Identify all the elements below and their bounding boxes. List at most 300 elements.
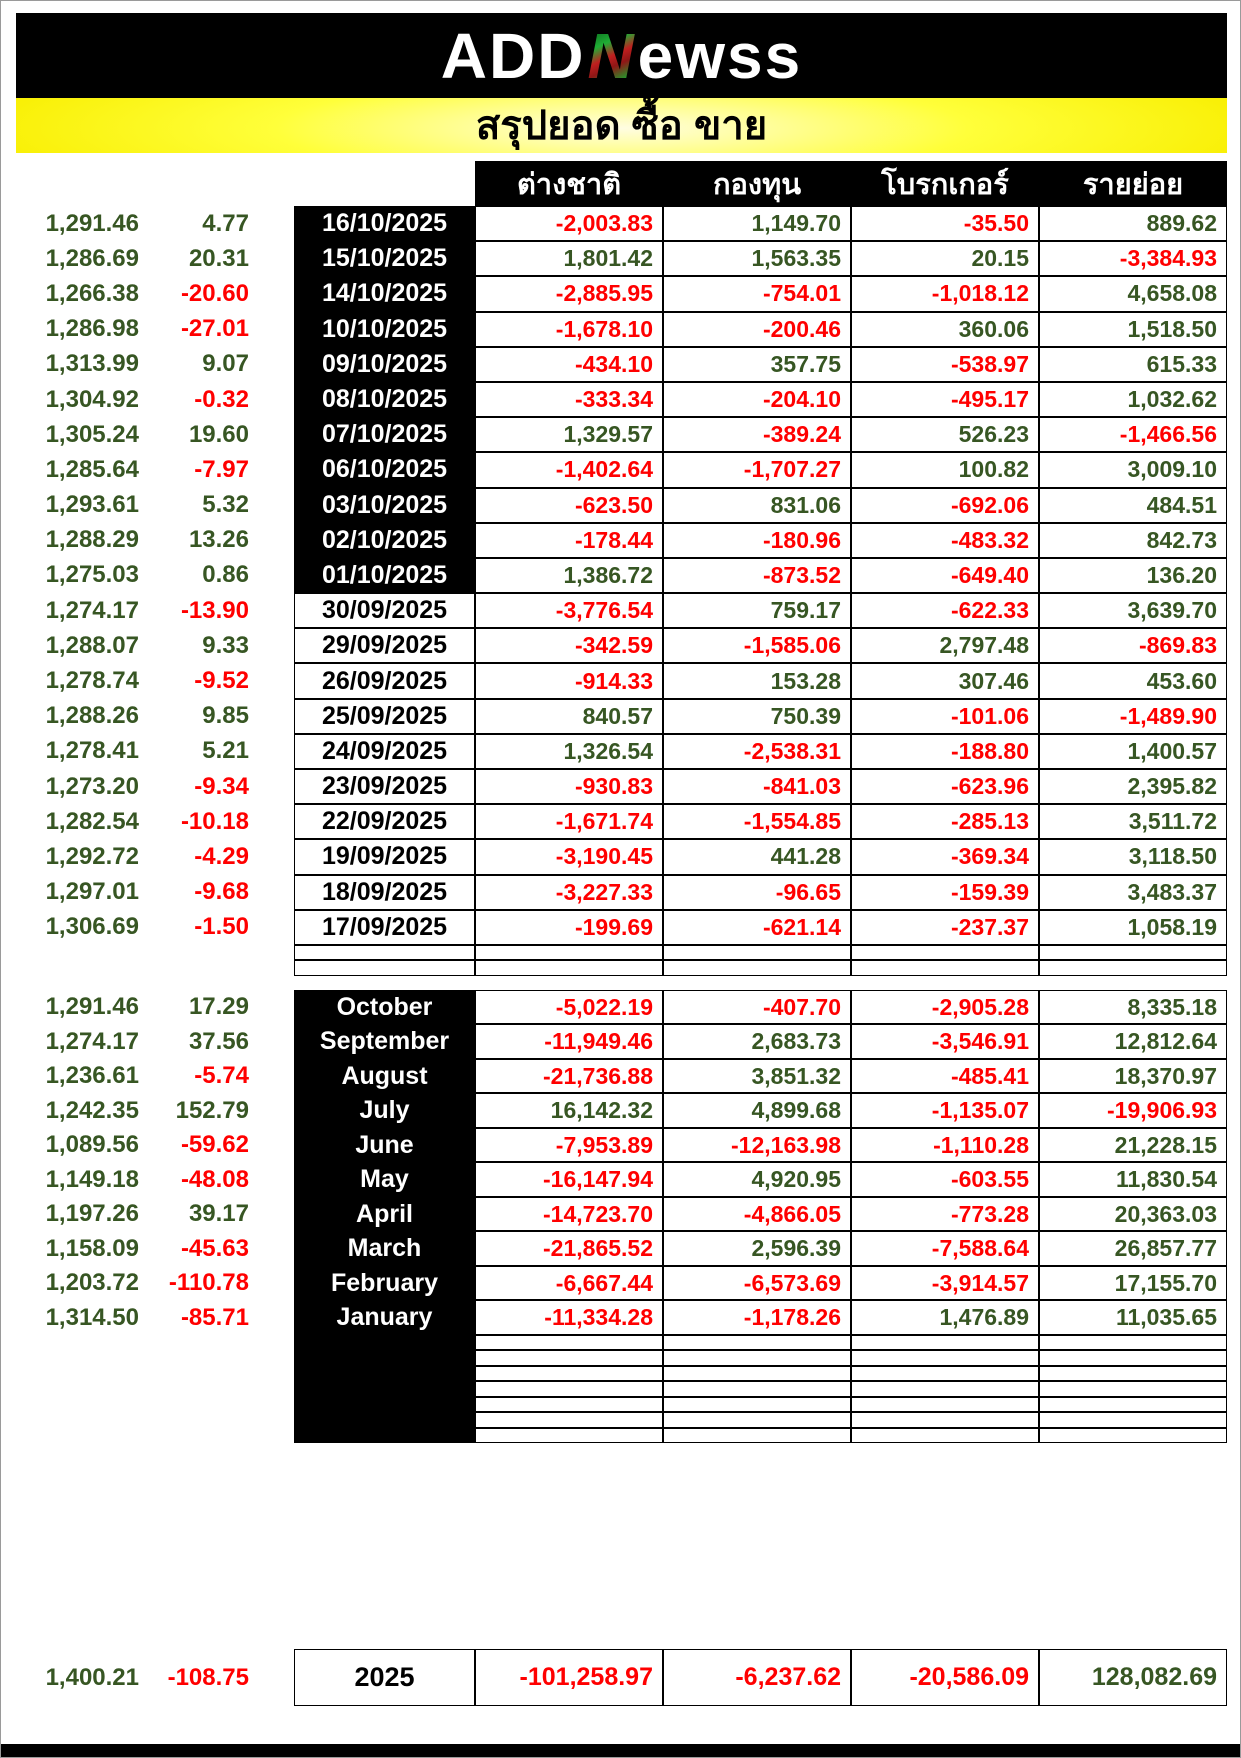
logo-bar xyxy=(16,13,1227,98)
monthly-row xyxy=(26,1300,1227,1335)
value-cell: -869.83 xyxy=(1039,628,1227,663)
empty-cell xyxy=(475,960,663,976)
daily-row xyxy=(26,452,1227,487)
empty-cell xyxy=(475,1350,663,1366)
index-value: 1,313.99 xyxy=(45,350,139,378)
date-cell: 06/10/2025 xyxy=(294,452,475,487)
daily-row xyxy=(26,628,1227,663)
thin-row xyxy=(26,1381,1227,1397)
value-cell: -16,147.94 xyxy=(475,1162,663,1197)
daily-row xyxy=(26,276,1227,311)
index-value: 1,292.72 xyxy=(45,842,139,870)
change-value: 9.07 xyxy=(202,350,249,378)
value-cell: -1,135.07 xyxy=(851,1093,1039,1128)
logo-text-add: ADD xyxy=(440,19,586,92)
month-cell: September xyxy=(294,1024,475,1059)
change-value: -9.68 xyxy=(194,878,249,906)
gap-row xyxy=(26,976,1227,990)
value-cell: 2,395.82 xyxy=(1039,769,1227,804)
page-title: สรุปยอด ซื้อ ขาย xyxy=(475,103,768,148)
empty-cell xyxy=(1039,960,1227,976)
value-cell: -1,707.27 xyxy=(663,452,851,487)
value-cell: -603.55 xyxy=(851,1162,1039,1197)
value-cell: -930.83 xyxy=(475,769,663,804)
column-header-3: โบรกเกอร์ xyxy=(851,161,1039,207)
index-value: 1,278.74 xyxy=(45,667,139,695)
empty-cell xyxy=(663,1366,851,1382)
date-cell: 10/10/2025 xyxy=(294,312,475,347)
thin-row xyxy=(26,1397,1227,1413)
value-cell: 26,857.77 xyxy=(1039,1231,1227,1266)
value-cell: 20,363.03 xyxy=(1039,1197,1227,1232)
value-cell: -285.13 xyxy=(851,804,1039,839)
empty-cell xyxy=(1039,1412,1227,1428)
date-cell: 22/09/2025 xyxy=(294,804,475,839)
date-cell: 03/10/2025 xyxy=(294,488,475,523)
change-value: 4.77 xyxy=(202,209,249,237)
daily-row xyxy=(26,241,1227,276)
value-cell: -2,538.31 xyxy=(663,734,851,769)
value-cell: -623.50 xyxy=(475,488,663,523)
empty-cell xyxy=(663,1412,851,1428)
change-value: -5.74 xyxy=(194,1062,249,1090)
total-row xyxy=(26,1649,1227,1706)
empty-cell xyxy=(1039,1428,1227,1444)
daily-row xyxy=(26,312,1227,347)
change-value: 39.17 xyxy=(188,1200,249,1228)
daily-row xyxy=(26,417,1227,452)
bottom-bar xyxy=(1,1744,1240,1757)
value-cell: 750.39 xyxy=(663,699,851,734)
empty-cell xyxy=(475,1397,663,1413)
summary-table xyxy=(26,161,1227,1706)
value-cell: -12,163.98 xyxy=(663,1128,851,1163)
value-cell: 1,400.57 xyxy=(1039,734,1227,769)
column-header-4: รายย่อย xyxy=(1039,161,1227,207)
change-value: -1.50 xyxy=(194,913,249,941)
value-cell: -369.34 xyxy=(851,839,1039,874)
monthly-row xyxy=(26,1197,1227,1232)
index-value: 1,288.29 xyxy=(45,526,139,554)
value-cell: -1,585.06 xyxy=(663,628,851,663)
index-value: 1,286.69 xyxy=(45,244,139,272)
index-value: 1,314.50 xyxy=(45,1303,139,1331)
change-value: -48.08 xyxy=(180,1165,249,1193)
empty-cell xyxy=(851,1412,1039,1428)
month-cell: June xyxy=(294,1128,475,1163)
index-value: 1,400.21 xyxy=(45,1663,139,1691)
title-banner xyxy=(16,98,1227,153)
value-cell: 526.23 xyxy=(851,417,1039,452)
empty-cell xyxy=(851,1381,1039,1397)
value-cell: 357.75 xyxy=(663,347,851,382)
empty-month-cell xyxy=(294,1397,475,1413)
empty-cell xyxy=(663,1397,851,1413)
empty-month-cell xyxy=(294,1412,475,1428)
value-cell: 153.28 xyxy=(663,663,851,698)
year-label: 2025 xyxy=(294,1649,475,1706)
value-cell: -1,489.90 xyxy=(1039,699,1227,734)
change-value: -0.32 xyxy=(194,385,249,413)
empty-cell xyxy=(663,945,851,961)
monthly-row xyxy=(26,1093,1227,1128)
value-cell: 11,035.65 xyxy=(1039,1300,1227,1335)
date-cell: 09/10/2025 xyxy=(294,347,475,382)
value-cell: -159.39 xyxy=(851,875,1039,910)
logo-letter-n: N xyxy=(587,19,636,92)
index-value: 1,197.26 xyxy=(45,1200,139,1228)
value-cell: -495.17 xyxy=(851,382,1039,417)
empty-cell xyxy=(475,1412,663,1428)
index-value: 1,203.72 xyxy=(45,1269,139,1297)
change-value: 152.79 xyxy=(175,1096,249,1124)
month-cell: October xyxy=(294,990,475,1025)
value-cell: -1,554.85 xyxy=(663,804,851,839)
value-cell: 4,899.68 xyxy=(663,1093,851,1128)
column-header-2: กองทุน xyxy=(663,161,851,207)
value-cell: 11,830.54 xyxy=(1039,1162,1227,1197)
empty-month-cell xyxy=(294,1381,475,1397)
daily-row xyxy=(26,382,1227,417)
value-cell: 1,476.89 xyxy=(851,1300,1039,1335)
value-cell: -3,227.33 xyxy=(475,875,663,910)
value-cell: 831.06 xyxy=(663,488,851,523)
change-value: -27.01 xyxy=(180,315,249,343)
value-cell: -188.80 xyxy=(851,734,1039,769)
month-cell: February xyxy=(294,1266,475,1301)
daily-row xyxy=(26,769,1227,804)
month-cell: April xyxy=(294,1197,475,1232)
index-value: 1,305.24 xyxy=(45,420,139,448)
value-cell: -2,885.95 xyxy=(475,276,663,311)
value-cell: -342.59 xyxy=(475,628,663,663)
value-cell: 3,118.50 xyxy=(1039,839,1227,874)
value-cell: 4,658.08 xyxy=(1039,276,1227,311)
change-value: -45.63 xyxy=(180,1234,249,1262)
value-cell: 2,596.39 xyxy=(663,1231,851,1266)
value-cell: -21,865.52 xyxy=(475,1231,663,1266)
value-cell: -389.24 xyxy=(663,417,851,452)
value-cell: -11,334.28 xyxy=(475,1300,663,1335)
daily-row xyxy=(26,839,1227,874)
change-value: 20.31 xyxy=(188,244,249,272)
value-cell: 1,329.57 xyxy=(475,417,663,452)
value-cell: -101.06 xyxy=(851,699,1039,734)
date-cell: 29/09/2025 xyxy=(294,628,475,663)
change-value: -9.52 xyxy=(194,667,249,695)
value-cell: 12,812.64 xyxy=(1039,1024,1227,1059)
value-cell: 18,370.97 xyxy=(1039,1059,1227,1094)
header-row xyxy=(26,161,1227,206)
value-cell: 3,639.70 xyxy=(1039,593,1227,628)
total-value: 128,082.69 xyxy=(1039,1649,1227,1706)
value-cell: -7,588.64 xyxy=(851,1231,1039,1266)
daily-row xyxy=(26,558,1227,593)
value-cell: 16,142.32 xyxy=(475,1093,663,1128)
empty-cell xyxy=(1039,945,1227,961)
value-cell: -873.52 xyxy=(663,558,851,593)
index-value: 1,285.64 xyxy=(45,455,139,483)
daily-row xyxy=(26,910,1227,945)
value-cell: 842.73 xyxy=(1039,523,1227,558)
index-value: 1,291.46 xyxy=(45,993,139,1021)
empty-cell xyxy=(475,1335,663,1351)
value-cell: -6,667.44 xyxy=(475,1266,663,1301)
date-cell: 16/10/2025 xyxy=(294,206,475,241)
index-value: 1,149.18 xyxy=(45,1165,139,1193)
date-cell: 30/09/2025 xyxy=(294,593,475,628)
value-cell: -754.01 xyxy=(663,276,851,311)
thin-row xyxy=(26,1412,1227,1428)
empty-cell xyxy=(1039,1350,1227,1366)
daily-row xyxy=(26,347,1227,382)
empty-month-cell xyxy=(294,1366,475,1382)
date-cell: 18/09/2025 xyxy=(294,875,475,910)
daily-row xyxy=(26,804,1227,839)
empty-cell xyxy=(1039,1381,1227,1397)
value-cell: -1,402.64 xyxy=(475,452,663,487)
total-value: -101,258.97 xyxy=(475,1649,663,1706)
value-cell: 100.82 xyxy=(851,452,1039,487)
value-cell: -649.40 xyxy=(851,558,1039,593)
empty-cell xyxy=(851,1428,1039,1444)
value-cell: -199.69 xyxy=(475,910,663,945)
date-cell: 02/10/2025 xyxy=(294,523,475,558)
date-cell: 07/10/2025 xyxy=(294,417,475,452)
value-cell: 840.57 xyxy=(475,699,663,734)
change-value: -9.34 xyxy=(194,772,249,800)
value-cell: -178.44 xyxy=(475,523,663,558)
value-cell: 2,797.48 xyxy=(851,628,1039,663)
value-cell: -14,723.70 xyxy=(475,1197,663,1232)
value-cell: 889.62 xyxy=(1039,206,1227,241)
value-cell: -11,949.46 xyxy=(475,1024,663,1059)
value-cell: -7,953.89 xyxy=(475,1128,663,1163)
value-cell: -96.65 xyxy=(663,875,851,910)
empty-month-cell xyxy=(294,1428,475,1444)
value-cell: -21,736.88 xyxy=(475,1059,663,1094)
value-cell: -1,110.28 xyxy=(851,1128,1039,1163)
value-cell: -3,546.91 xyxy=(851,1024,1039,1059)
empty-cell xyxy=(475,945,663,961)
value-cell: 615.33 xyxy=(1039,347,1227,382)
change-value: -4.29 xyxy=(194,842,249,870)
index-value: 1,297.01 xyxy=(45,878,139,906)
value-cell: -623.96 xyxy=(851,769,1039,804)
value-cell: 4,920.95 xyxy=(663,1162,851,1197)
date-cell: 01/10/2025 xyxy=(294,558,475,593)
index-value: 1,089.56 xyxy=(45,1131,139,1159)
value-cell: -200.46 xyxy=(663,312,851,347)
change-value: 9.33 xyxy=(202,631,249,659)
index-value: 1,304.92 xyxy=(45,385,139,413)
value-cell: 484.51 xyxy=(1039,488,1227,523)
date-cell: 17/09/2025 xyxy=(294,910,475,945)
value-cell: -1,678.10 xyxy=(475,312,663,347)
column-header-1: ต่างชาติ xyxy=(475,161,663,207)
month-cell: January xyxy=(294,1300,475,1335)
change-value: 5.32 xyxy=(202,491,249,519)
value-cell: 20.15 xyxy=(851,241,1039,276)
date-cell: 23/09/2025 xyxy=(294,769,475,804)
value-cell: -538.97 xyxy=(851,347,1039,382)
value-cell: -35.50 xyxy=(851,206,1039,241)
value-cell: 1,563.35 xyxy=(663,241,851,276)
value-cell: -333.34 xyxy=(475,382,663,417)
value-cell: 1,386.72 xyxy=(475,558,663,593)
monthly-row xyxy=(26,1059,1227,1094)
empty-cell xyxy=(851,1350,1039,1366)
daily-row xyxy=(26,875,1227,910)
index-value: 1,291.46 xyxy=(45,209,139,237)
value-cell: -1,466.56 xyxy=(1039,417,1227,452)
change-value: 17.29 xyxy=(188,993,249,1021)
value-cell: 21,228.15 xyxy=(1039,1128,1227,1163)
change-value: -85.71 xyxy=(180,1303,249,1331)
thin-row xyxy=(26,1428,1227,1444)
total-value: -6,237.62 xyxy=(663,1649,851,1706)
daily-row xyxy=(26,593,1227,628)
empty-cell xyxy=(294,960,475,976)
value-cell: -3,914.57 xyxy=(851,1266,1039,1301)
date-cell: 25/09/2025 xyxy=(294,699,475,734)
daily-row xyxy=(26,663,1227,698)
daily-row xyxy=(26,488,1227,523)
empty-cell xyxy=(851,1366,1039,1382)
date-cell: 08/10/2025 xyxy=(294,382,475,417)
value-cell: -914.33 xyxy=(475,663,663,698)
daily-row xyxy=(26,523,1227,558)
change-value: 0.86 xyxy=(202,561,249,589)
empty-cell xyxy=(851,1397,1039,1413)
value-cell: 3,851.32 xyxy=(663,1059,851,1094)
value-cell: -2,003.83 xyxy=(475,206,663,241)
value-cell: -1,178.26 xyxy=(663,1300,851,1335)
value-cell: 3,483.37 xyxy=(1039,875,1227,910)
empty-cell xyxy=(1039,1366,1227,1382)
value-cell: -622.33 xyxy=(851,593,1039,628)
value-cell: -692.06 xyxy=(851,488,1039,523)
month-cell: March xyxy=(294,1231,475,1266)
value-cell: 1,032.62 xyxy=(1039,382,1227,417)
total-value: -20,586.09 xyxy=(851,1649,1039,1706)
index-value: 1,236.61 xyxy=(45,1062,139,1090)
change-value: -110.78 xyxy=(168,1269,249,1297)
index-value: 1,275.03 xyxy=(45,561,139,589)
index-value: 1,282.54 xyxy=(45,807,139,835)
index-value: 1,278.41 xyxy=(45,737,139,765)
change-value: 37.56 xyxy=(188,1027,249,1055)
empty-cell xyxy=(475,1428,663,1444)
value-cell: -3,384.93 xyxy=(1039,241,1227,276)
thin-row xyxy=(26,960,1227,976)
index-value: 1,286.98 xyxy=(45,315,139,343)
empty-cell xyxy=(294,945,475,961)
addnewss-logo xyxy=(440,19,803,92)
change-value: -13.90 xyxy=(180,596,249,624)
change-value: -108.75 xyxy=(167,1663,249,1691)
empty-cell xyxy=(663,1335,851,1351)
daily-row xyxy=(26,734,1227,769)
value-cell: 360.06 xyxy=(851,312,1039,347)
value-cell: -19,906.93 xyxy=(1039,1093,1227,1128)
daily-row xyxy=(26,206,1227,241)
thin-row xyxy=(26,945,1227,961)
change-value: 19.60 xyxy=(188,420,249,448)
change-value: -20.60 xyxy=(180,279,249,307)
change-value: -10.18 xyxy=(180,807,249,835)
value-cell: -2,905.28 xyxy=(851,990,1039,1025)
monthly-row xyxy=(26,1266,1227,1301)
thin-row xyxy=(26,1366,1227,1382)
index-value: 1,274.17 xyxy=(45,1027,139,1055)
value-cell: 1,518.50 xyxy=(1039,312,1227,347)
value-cell: 1,149.70 xyxy=(663,206,851,241)
value-cell: 3,009.10 xyxy=(1039,452,1227,487)
month-cell: May xyxy=(294,1162,475,1197)
value-cell: -3,776.54 xyxy=(475,593,663,628)
index-value: 1,273.20 xyxy=(45,772,139,800)
value-cell: 136.20 xyxy=(1039,558,1227,593)
value-cell: -841.03 xyxy=(663,769,851,804)
value-cell: -3,190.45 xyxy=(475,839,663,874)
value-cell: -204.10 xyxy=(663,382,851,417)
value-cell: 441.28 xyxy=(663,839,851,874)
index-value: 1,306.69 xyxy=(45,913,139,941)
date-cell: 19/09/2025 xyxy=(294,839,475,874)
empty-cell xyxy=(851,960,1039,976)
index-value: 1,158.09 xyxy=(45,1234,139,1262)
empty-cell xyxy=(1039,1397,1227,1413)
value-cell: -407.70 xyxy=(663,990,851,1025)
monthly-row xyxy=(26,990,1227,1025)
value-cell: -434.10 xyxy=(475,347,663,382)
date-cell: 24/09/2025 xyxy=(294,734,475,769)
value-cell: 759.17 xyxy=(663,593,851,628)
value-cell: 2,683.73 xyxy=(663,1024,851,1059)
date-cell: 26/09/2025 xyxy=(294,663,475,698)
logo-text-ewss: ewss xyxy=(637,19,803,92)
empty-cell xyxy=(851,1335,1039,1351)
empty-cell xyxy=(475,1366,663,1382)
value-cell: 3,511.72 xyxy=(1039,804,1227,839)
value-cell: 8,335.18 xyxy=(1039,990,1227,1025)
empty-month-cell xyxy=(294,1350,475,1366)
value-cell: -1,018.12 xyxy=(851,276,1039,311)
date-cell: 15/10/2025 xyxy=(294,241,475,276)
value-cell: -483.32 xyxy=(851,523,1039,558)
empty-cell xyxy=(663,1428,851,1444)
month-cell: July xyxy=(294,1093,475,1128)
value-cell: 453.60 xyxy=(1039,663,1227,698)
index-value: 1,288.07 xyxy=(45,631,139,659)
value-cell: 1,058.19 xyxy=(1039,910,1227,945)
value-cell: -5,022.19 xyxy=(475,990,663,1025)
empty-cell xyxy=(663,1381,851,1397)
month-cell: August xyxy=(294,1059,475,1094)
empty-cell xyxy=(1039,1335,1227,1351)
value-cell: -6,573.69 xyxy=(663,1266,851,1301)
change-value: 13.26 xyxy=(188,526,249,554)
index-value: 1,288.26 xyxy=(45,702,139,730)
daily-row xyxy=(26,699,1227,734)
value-cell: -237.37 xyxy=(851,910,1039,945)
index-value: 1,293.61 xyxy=(45,491,139,519)
big-gap-row xyxy=(26,1443,1227,1649)
empty-cell xyxy=(663,960,851,976)
value-cell: 307.46 xyxy=(851,663,1039,698)
change-value: 5.21 xyxy=(202,737,249,765)
